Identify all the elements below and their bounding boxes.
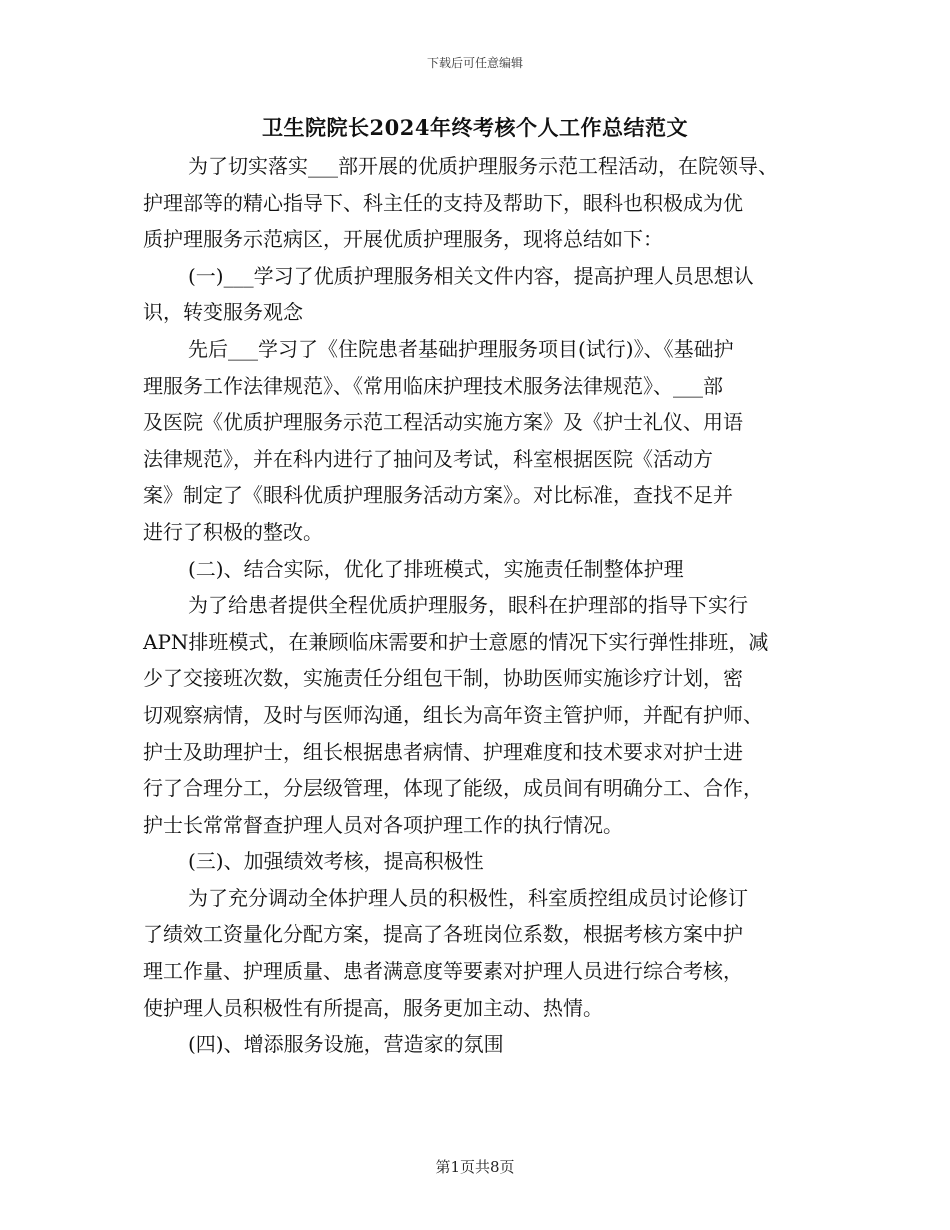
section-heading-4: (四)、增添服务设施，营造家的氛围 bbox=[188, 1032, 504, 1057]
body-line: 案》制定了《眼科优质护理服务活动方案》。对比标准，查找不足并 bbox=[143, 483, 733, 508]
body-line: 理工作量、护理质量、患者满意度等要素对护理人员进行综合考核， bbox=[143, 959, 743, 984]
document-body bbox=[143, 148, 808, 1063]
body-line: 先后___学习了《住院患者基础护理服务项目(试行)》、《基础护 bbox=[188, 336, 734, 361]
body-line: 为了充分调动全体护理人员的积极性，科室质控组成员讨论修订 bbox=[188, 885, 748, 910]
body-line: 质护理服务示范病区，开展优质护理服务，现将总结如下： bbox=[143, 227, 663, 252]
section-heading-1: (一)___学习了优质护理服务相关文件内容，提高护理人员思想认 bbox=[188, 263, 754, 288]
body-line: 进行了积极的整改。 bbox=[143, 519, 323, 544]
document-title: 卫生院院长2024年终考核个人工作总结范文 bbox=[262, 115, 688, 140]
body-line: 护理部等的精心指导下、科主任的支持及帮助下，眼科也积极成为优 bbox=[143, 190, 743, 215]
section-heading-3: (三)、加强绩效考核，提高积极性 bbox=[188, 849, 484, 874]
body-line: 法律规范》，并在科内进行了抽问及考试，科室根据医院《活动方 bbox=[143, 446, 713, 471]
body-line: 少了交接班次数，实施责任分组包干制，协助医师实施诊疗计划，密 bbox=[143, 666, 743, 691]
body-line: 使护理人员积极性有所提高，服务更加主动、热情。 bbox=[143, 995, 603, 1020]
body-line: 护士及助理护士，组长根据患者病情、护理难度和技术要求对护士进 bbox=[143, 739, 743, 764]
section-heading-2: (二)、结合实际，优化了排班模式，实施责任制整体护理 bbox=[188, 556, 684, 581]
body-line: 了绩效工资量化分配方案，提高了各班岗位系数，根据考核方案中护 bbox=[143, 922, 743, 947]
page-footer: 第1页共8页 bbox=[435, 1158, 515, 1176]
body-line: 及医院《优质护理服务示范工程活动实施方案》及《护士礼仪、用语 bbox=[143, 410, 743, 435]
body-line: 为了给患者提供全程优质护理服务，眼科在护理部的指导下实行 bbox=[188, 593, 748, 618]
body-line: 理服务工作法律规范》、《常用临床护理技术服务法律规范》、___部 bbox=[143, 373, 723, 398]
body-line: 切观察病情，及时与医师沟通，组长为高年资主管护师，并配有护师、 bbox=[143, 702, 763, 727]
body-line: APN排班模式，在兼顾临床需要和护士意愿的情况下实行弹性排班，减 bbox=[143, 629, 769, 654]
body-line: 护士长常常督查护理人员对各项护理工作的执行情况。 bbox=[143, 812, 623, 837]
body-line: 为了切实落实___部开展的优质护理服务示范工程活动，在院领导、 bbox=[188, 154, 778, 178]
body-line: 行了合理分工，分层级管理，体现了能级，成员间有明确分工、合作， bbox=[143, 776, 763, 801]
header-note: 下载后可任意编辑 bbox=[426, 56, 523, 70]
section-heading-1-cont: 识，转变服务观念 bbox=[143, 300, 303, 325]
